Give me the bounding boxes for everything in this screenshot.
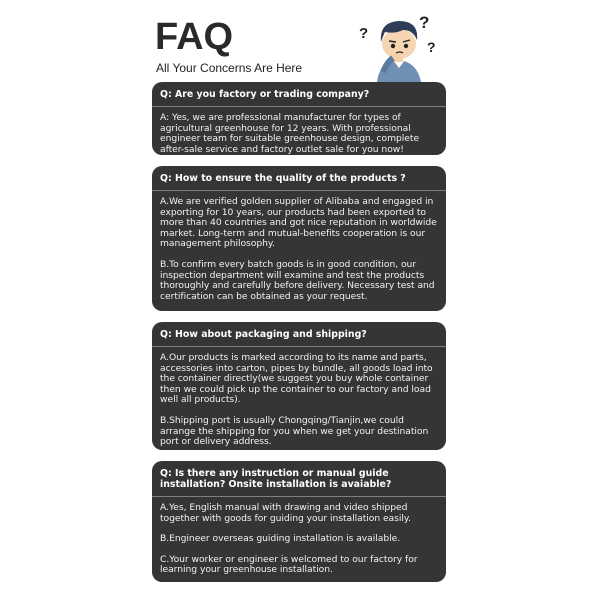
faq-question: Q: Are you factory or trading company?: [152, 82, 446, 107]
faq-question: Q: How about packaging and shipping?: [152, 322, 446, 347]
page-subtitle: All Your Concerns Are Here: [156, 61, 303, 75]
svg-text:?: ?: [427, 39, 436, 55]
faq-question: Q: Is there any instruction or manual guide installation? Onsite installation is avaiable?: [152, 461, 446, 497]
svg-text:?: ?: [419, 13, 430, 32]
page-title: FAQ: [155, 16, 234, 58]
faq-question: Q: How to ensure the quality of the products ?: [152, 166, 446, 191]
svg-text:?: ?: [359, 25, 369, 42]
faq-answer: A.We are verified golden supplier of Alibaba and engaged in exporting for 10 years, our products had been exported to more than 40 countries and got nice reputation in worldwide market. Long-term and mutual-benefits cooperation is our management philosophy.: [160, 196, 437, 250]
faq-answer: B.To confirm every batch goods is in good condition, our inspection department will examine and test the products thoroughly and carefully before delivery. Necessary test and certification can be obtained as your request.: [160, 258, 435, 302]
faq-answer: A.Yes, English manual with drawing and video shipped together with goods for guiding your installation easily.: [160, 502, 411, 524]
faq-answer: A.Our products is marked according to its name and parts, accessories into carton, pipes by bundle, all goods load into the container directly(we suggest you buy whole container then we could pick up the container to our factory and load well all products).: [160, 352, 433, 406]
confused-person-icon: [355, 8, 445, 82]
faq-answer: C.Your worker or engineer is welcomed to our factory for learning your greenhouse installation.: [160, 553, 418, 576]
faq-card-quality: [152, 166, 446, 311]
faq-answer: A: Yes, we are professional manufacturer for types of agricultural greenhouse for 12 years. With professional engineer team for suitable greenhouse design, complete after-sale service and factory outlet sale for you now!: [160, 112, 420, 155]
faq-card-installation: [152, 461, 446, 582]
faq-card-packaging-shipping: [152, 322, 446, 450]
faq-answer: B.Engineer overseas guiding installation is available.: [160, 533, 401, 545]
faq-card-factory-or-trading: [152, 82, 446, 155]
faq-answer: B.Shipping port is usually Chongqing/Tianjin,we could arrange the shipping for you when we get your destination port or delivery address.: [160, 414, 429, 448]
